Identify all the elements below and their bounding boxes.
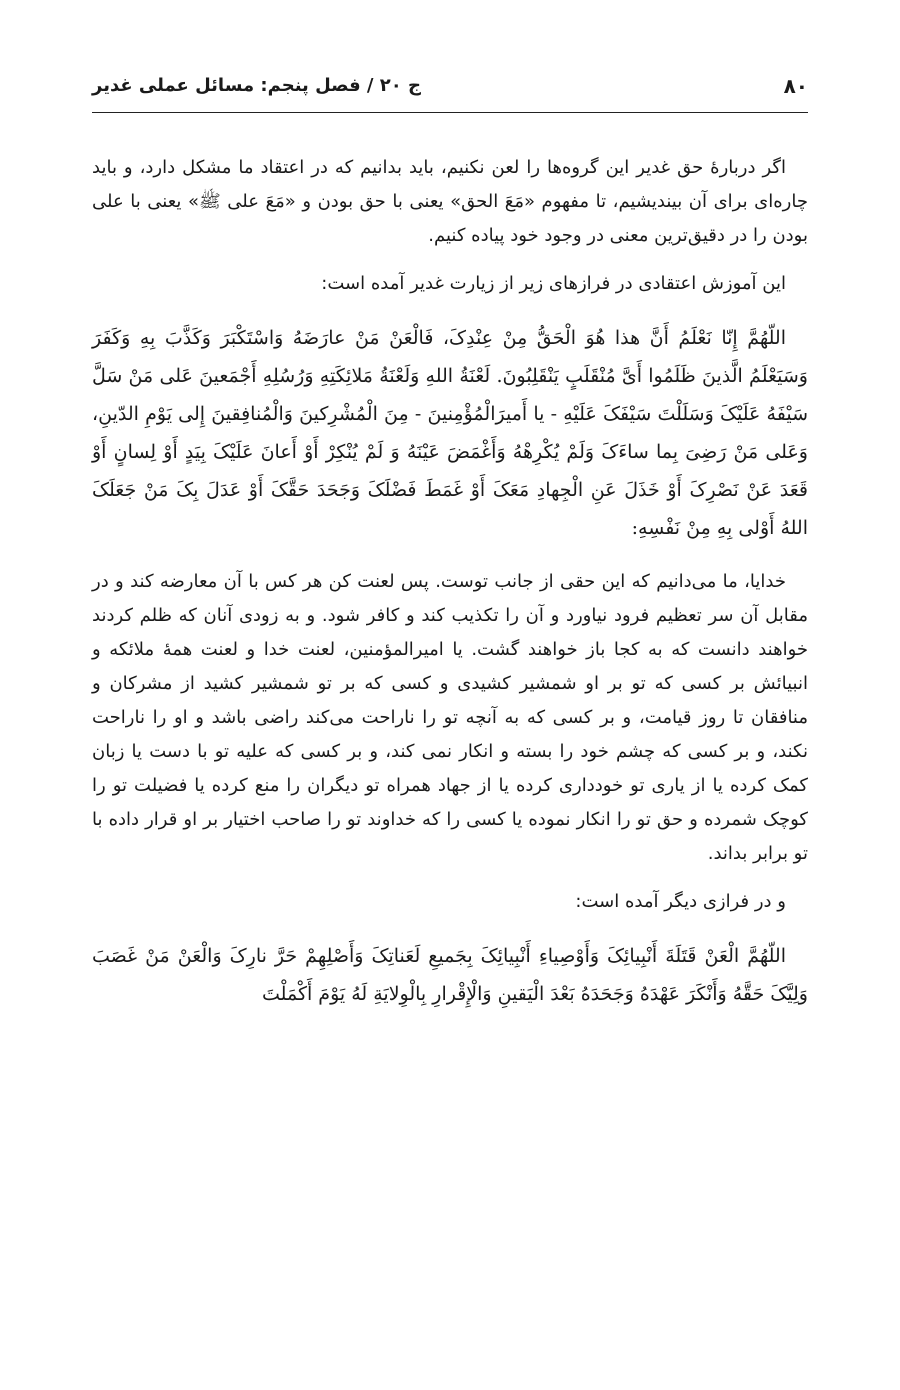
paragraph-3: خدایا، ما می‌دانیم که این حقی از جانب توست. پس لعنت کن هر کس با آن معارضه کند و در مقابل آن سر تعظیم فرود نیاورد و آن را تکذیب کند و کافر شود. و به زودی آنان که ظلم کردند خواهند دانست که به کجا باز خواهند گشت. یا امیرالمؤمنین، لعنت خدا و لعنت همۀ ملائکه و انبیائش بر کسی که تو بر او شمشیر کشیدی و کسی که بر تو شمشیر کشید از مشرکان و منافقان تا روز قیامت، و بر کسی که به آنچه تو را ناراحت می‌کند راضی باشد و او را ناراحت نکند، و بر کسی که چشم خود را بسته و انکار نمی کند، و بر کسی که علیه تو با دست یا زبان کمک کرده یا از یاری تو خودداری کرده یا از جهاد همراه تو دیگران را منع کرده یا فضیلت تو را کوچک شمرده و حق تو را انکار نموده یا کسی را که خداوند تو را صاحب اختیار بر او قرار داده با تو برابر بداند. <box>92 571 808 864</box>
paragraph-1: اگر دربارۀ حق غدیر این گروه‌ها را لعن نکنیم، باید بدانیم که در اعتقاد ما مشکل دارد، و باید چاره‌ای برای آن بیندیشیم، تا مفهوم «مَعَ الحق» یعنی با حق بودن و «مَعَ علی ﷺ» یعنی با علی بودن را در دقیق‌ترین معنی در وجود خود پیاده کنیم. <box>92 157 808 246</box>
body-text <box>92 151 808 1013</box>
running-head: ج ۲۰ / فصل پنجم: مسائل عملی غدیر <box>92 75 422 96</box>
paragraph-2: این آموزش اعتقادی در فرازهای زیر از زیارت غدیر آمده است: <box>321 273 786 294</box>
page-number: ۸۰ <box>783 74 808 98</box>
paragraph-4: و در فرازی دیگر آمده است: <box>575 891 786 912</box>
book-page <box>92 62 808 1362</box>
arabic-quote-2: اللّهُمَّ الْعَنْ قَتَلَةَ أَنْبِیائِکَ وَأَوْصِیاءِ أَنْبِیائِکَ بِجَمیعِ لَعَناتِکَ وَأَصْلِهِمْ حَرَّ نارِکَ وَالْعَنْ مَنْ غَصَبَ وَلِیَّکَ حَقَّهُ وَأَنْکَرَ عَهْدَهُ وَجَحَدَهُ بَعْدَ الْیَقینِ وَالْإِقْرارِ بِالْوِلایَةِ لَهُ یَوْمَ أَکْمَلْتَ <box>92 945 808 1005</box>
page-header <box>92 62 808 113</box>
arabic-quote-1: اللّهُمَّ إِنّا نَعْلَمُ أَنَّ هذا هُوَ الْحَقُّ مِنْ عِنْدِکَ، فَالْعَنْ مَنْ عارَضَهُ وَاسْتَکْبَرَ وَکَذَّبَ بِهِ وَکَفَرَ وَسَیَعْلَمُ الَّذینَ ظَلَمُوا أَیَّ مُنْقَلَبٍ یَنْقَلِبُونَ. لَعْنَةُ اللهِ وَلَعْنَةُ مَلائِکَتِهِ وَرُسُلِهِ أَجْمَعینَ عَلی مَنْ سَلَّ سَیْفَهُ عَلَیْکَ وَسَلَلْتَ سَیْفَکَ عَلَیْهِ - یا أَمیرَالْمُؤْمِنینَ - مِنَ الْمُشْرِکینَ وَالْمُنافِقینَ إِلی یَوْمِ الدّینِ، وَعَلی مَنْ رَضِیَ بِما ساءَکَ وَلَمْ یُکْرِهْهُ وَأَغْمَضَ عَیْنَهُ وَ لَمْ یُنْکِرْ أَوْ أَعانَ عَلَیْکَ بِیَدٍ أَوْ لِسانٍ أَوْ قَعَدَ عَنْ نَصْرِکَ أَوْ خَذَلَ عَنِ الْجِهادِ مَعَکَ أَوْ غَمَطَ فَضْلَکَ وَجَحَدَ حَقَّکَ أَوْ عَدَلَ بِکَ مَنْ جَعَلَکَ اللهُ أَوْلی بِهِ مِنْ نَفْسِهِ: <box>92 327 808 539</box>
